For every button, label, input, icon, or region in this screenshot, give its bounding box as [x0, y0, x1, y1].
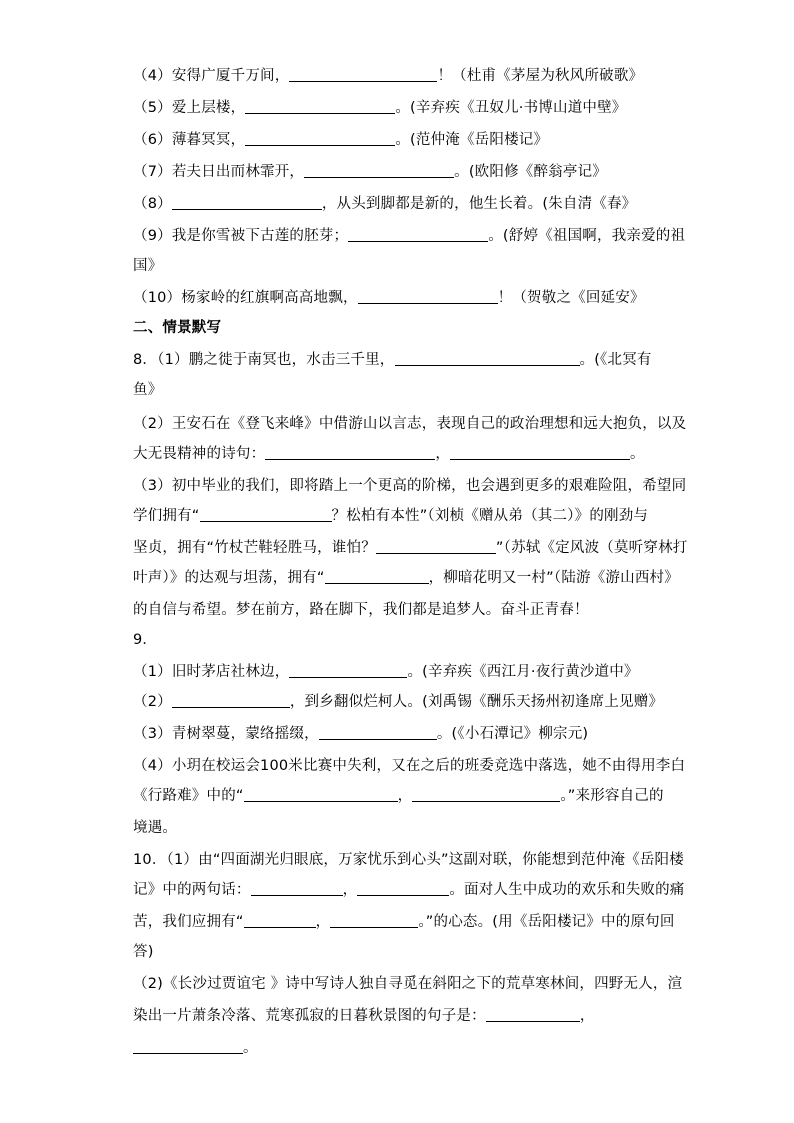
- item-source: 。(范仲淹《岳阳楼记》: [395, 132, 549, 148]
- answer-blank[interactable]: [319, 724, 437, 740]
- answer-blank[interactable]: [289, 662, 407, 678]
- answer-blank[interactable]: [200, 506, 332, 522]
- answer-blank[interactable]: [376, 538, 496, 554]
- q8-text: ？松柏有本性”（刘桢《赠从弟（其二）》的刚劲与: [331, 508, 649, 524]
- q8-text: 。: [630, 446, 645, 462]
- q8-source: 。(《北冥有: [579, 352, 652, 368]
- q8-text: ，: [435, 446, 451, 462]
- q8-line: [133, 506, 673, 526]
- q10-line: （2)《长沙过贾谊宅 》诗中写诗人独自寻觅在斜阳之下的荒草寒林间，四野无人，渲: [133, 976, 683, 992]
- q9-line: [133, 724, 673, 744]
- item-5: [133, 98, 673, 118]
- q8-line: （2）王安石在《登飞来峰》中借游山以言志，表现自己的政治理想和远大抱负，以及: [133, 416, 687, 432]
- q10-text: 。: [243, 1040, 258, 1056]
- q10-text: 。”的心态。(用《岳阳楼记》中的原句回: [418, 914, 675, 930]
- q8-text: 学们拥有“: [133, 508, 200, 524]
- answer-blank[interactable]: [245, 98, 395, 114]
- q8-text: ”（苏轼《定风波（莫听穿林打: [495, 540, 688, 556]
- answer-blank[interactable]: [265, 444, 435, 460]
- q8-text: 大无畏精神的诗句：: [133, 446, 266, 462]
- q10-line: 10．（1）由“四面湖光归眼底，万家忧乐到心头”这副对联，你能想到范仲淹《岳阳楼: [133, 852, 684, 868]
- item-7: [133, 162, 673, 182]
- q9-text: 。”来形容自己的: [560, 788, 664, 804]
- item-text: （6）薄暮冥冥，: [133, 132, 246, 148]
- answer-blank[interactable]: [244, 912, 316, 928]
- q9-line: [133, 786, 673, 806]
- q9-text: ，: [397, 788, 413, 804]
- q9-text: （2）: [133, 694, 172, 710]
- q10-text: 记》中的两句话：: [133, 882, 251, 898]
- q10-line: [133, 880, 685, 900]
- item-source: 。(舒婷《祖国啊，我亲爱的祖: [488, 228, 686, 244]
- answer-blank[interactable]: [330, 912, 418, 928]
- item-text: （5）爱上层楼，: [133, 100, 246, 116]
- q8-line: （3）初中毕业的我们，即将踏上一个更高的阶梯，也会遇到更多的艰难险阻，希望同: [133, 478, 687, 494]
- item-text: （4）安得广厦千万间，: [133, 68, 290, 84]
- item-text: 国》: [133, 258, 163, 274]
- answer-blank[interactable]: [395, 350, 580, 366]
- item-9: [133, 226, 686, 246]
- answer-blank[interactable]: [486, 1006, 580, 1022]
- item-source: ！（杜甫《茅屋为秋风所破歌》: [437, 68, 644, 84]
- q10-line: 答): [133, 944, 154, 960]
- q8-line: [133, 350, 673, 370]
- item-10: [133, 288, 673, 308]
- answer-blank[interactable]: [450, 444, 630, 460]
- answer-blank[interactable]: [325, 568, 429, 584]
- answer-blank[interactable]: [358, 288, 498, 304]
- item-source: 。(欧阳修《醉翁亭记》: [454, 164, 607, 180]
- answer-blank[interactable]: [412, 786, 560, 802]
- q8-text: ，柳暗花明又一村”（陆游《游山西村》: [428, 570, 679, 586]
- answer-blank[interactable]: [348, 226, 488, 242]
- q9-source: 。(辛弃疾《西江月·夜行黄沙道中》: [407, 664, 639, 680]
- item-source: 。(辛弃疾《丑奴儿·书博山道中壁》: [395, 100, 627, 116]
- answer-blank[interactable]: [133, 1038, 243, 1054]
- q9-number: 9．: [133, 632, 158, 648]
- q9-line: 境遇。: [133, 820, 178, 836]
- q9-text: 《行路难》中的“: [133, 788, 244, 804]
- q8-line: [133, 444, 673, 464]
- q8-line: 鱼》: [133, 382, 163, 398]
- item-4: [133, 66, 673, 86]
- q10-text: ，: [315, 914, 331, 930]
- q8-text: 8．（1）鹏之徙于南冥也，水击三千里，: [133, 352, 395, 368]
- item-text: （7）若夫日出而林霏开，: [133, 164, 305, 180]
- q8-line: [133, 568, 679, 588]
- item-text: （9）我是你雪被下古莲的胚芽；: [133, 228, 349, 244]
- item-8: [133, 194, 673, 214]
- answer-blank[interactable]: [172, 692, 290, 708]
- answer-blank[interactable]: [172, 194, 322, 210]
- item-source: ！（贺敬之《回延安》: [497, 290, 645, 306]
- item-6: [133, 130, 673, 150]
- q8-line: 的自信与希望。梦在前方，路在脚下，我们都是追梦人。奋斗正青春！: [133, 602, 589, 618]
- q10-line: [133, 1006, 673, 1026]
- section-heading: 二、情景默写: [133, 320, 222, 336]
- q9-line: （4）小玥在校运会100米比赛中失利，又在之后的班委竞选中落选，她不由得用李白: [133, 758, 686, 774]
- q9-text: （1）旧时茅店社林边，: [133, 664, 290, 680]
- q8-text: 坚贞，拥有“竹杖芒鞋轻胜马，谁怕？: [133, 540, 376, 556]
- q9-text: （3）青树翠蔓，蒙络摇缀，: [133, 726, 319, 742]
- q10-text: 染出一片萧条冷落、荒寒孤寂的日暮秋景图的句子是：: [133, 1008, 486, 1024]
- q10-text: ，: [579, 1008, 595, 1024]
- item-text: （8）: [133, 196, 172, 212]
- answer-blank[interactable]: [289, 66, 437, 82]
- q9-line: [133, 662, 673, 682]
- item-source: ，从头到脚都是新的，他生长着。(朱自清《春》: [321, 196, 637, 212]
- answer-blank[interactable]: [251, 880, 343, 896]
- q9-source: ，到乡翻似烂柯人。(刘禹锡《酬乐天扬州初逢席上见赠》: [289, 694, 664, 710]
- q10-line: [133, 1038, 673, 1058]
- q9-line: [133, 692, 673, 712]
- q10-text: 。面对人生中成功的欢乐和失败的痛: [449, 882, 685, 898]
- answer-blank[interactable]: [245, 130, 395, 146]
- answer-blank[interactable]: [304, 162, 454, 178]
- item-9-continued: [133, 256, 673, 276]
- q9-source: 。(《小石潭记》柳宗元): [436, 726, 589, 742]
- q10-line: [133, 912, 673, 932]
- item-text: （10）杨家岭的红旗啊高高地飘，: [133, 290, 358, 306]
- q8-text: 叶声）》的达观与坦荡，拥有“: [133, 570, 325, 586]
- answer-blank[interactable]: [244, 786, 398, 802]
- q10-text: 苦，我们应拥有“: [133, 914, 244, 930]
- q8-line: [133, 538, 688, 558]
- answer-blank[interactable]: [357, 880, 449, 896]
- q10-text: ，: [342, 882, 358, 898]
